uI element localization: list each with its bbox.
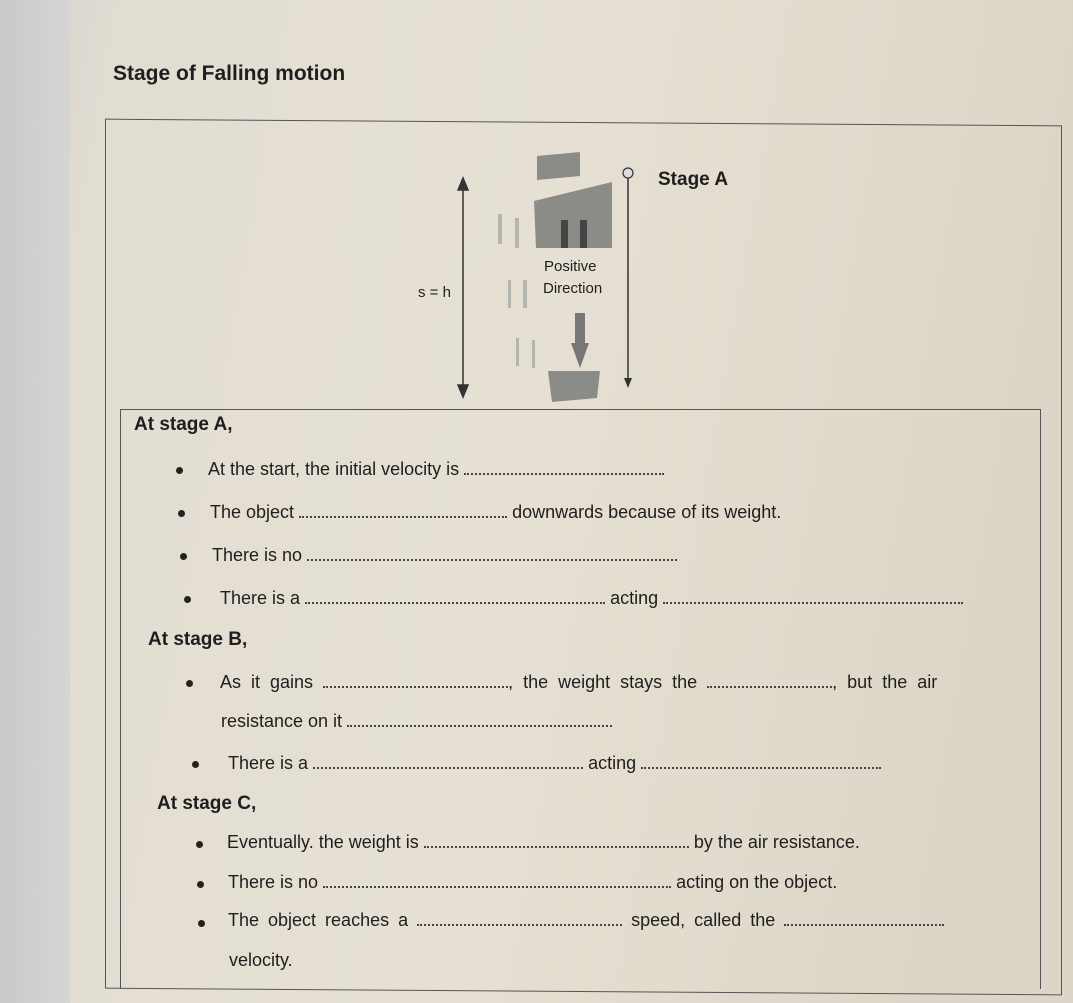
text: There is no [212, 545, 303, 565]
blank[interactable] [299, 502, 507, 518]
stage-c-item-2 [228, 872, 837, 893]
text: There is no [228, 872, 319, 892]
building-icon [534, 152, 612, 402]
blank[interactable] [663, 588, 963, 604]
stage-a-heading: At stage A, [134, 414, 233, 435]
direction-label-2: Direction [543, 280, 603, 297]
bullet [178, 510, 185, 517]
text: , the weight stays the [508, 672, 698, 692]
blank[interactable] [464, 459, 664, 475]
blank[interactable] [313, 753, 583, 769]
bullet [184, 596, 191, 603]
bullet [196, 841, 203, 848]
stage-b-heading: At stage B, [148, 629, 248, 650]
text: There is a [228, 753, 309, 773]
direction-label-1: Positive [544, 258, 597, 275]
bullet [180, 553, 187, 560]
blank[interactable] [307, 545, 677, 561]
blank[interactable] [347, 711, 612, 727]
stage-b-item-1-cont [221, 711, 612, 732]
stage-c-item-3 [228, 910, 944, 931]
text: As it gains [220, 672, 314, 692]
stage-a-label: Stage A [658, 169, 729, 190]
stage-b-item-1 [220, 672, 937, 693]
stage-b-item-2 [228, 753, 881, 774]
motion-lines [498, 214, 535, 368]
height-arrow [458, 178, 468, 397]
bullet [192, 761, 199, 768]
text: At the start, the initial velocity is [208, 459, 460, 479]
text: by the air resistance. [693, 832, 860, 852]
blank[interactable] [323, 672, 508, 688]
stage-a-item-2 [210, 502, 781, 523]
blank[interactable] [417, 910, 622, 926]
page-title: Stage of Falling motion [113, 62, 346, 85]
blank[interactable] [641, 753, 881, 769]
blank[interactable] [323, 872, 671, 888]
left-border [120, 409, 121, 989]
text: speed, called the [631, 910, 776, 930]
text: downwards because of its weight. [512, 502, 782, 522]
blank[interactable] [707, 672, 832, 688]
text: acting [588, 753, 637, 773]
text: , but the air [832, 672, 938, 692]
down-arrow-icon [571, 313, 589, 368]
stage-c-item-3-cont: velocity. [229, 950, 293, 970]
text: resistance on it [221, 711, 343, 731]
height-label: s = h [418, 284, 451, 301]
bullet [176, 467, 183, 474]
stage-a-item-1 [208, 459, 664, 480]
right-border [1040, 409, 1041, 989]
text: The object [210, 502, 295, 522]
bullet [186, 680, 193, 687]
stage-a-item-3 [212, 545, 677, 566]
stage-a-item-4 [220, 588, 963, 609]
text: acting on the object. [676, 872, 838, 892]
text: acting [610, 588, 659, 608]
text: There is a [220, 588, 301, 608]
blank[interactable] [305, 588, 605, 604]
stage-c-heading: At stage C, [157, 793, 257, 814]
text: Eventually. the weight is [227, 832, 419, 852]
text: The object reaches a [228, 910, 409, 930]
stage-c-item-1 [227, 832, 860, 853]
blank[interactable] [784, 910, 944, 926]
page-edge-shadow [0, 0, 70, 1003]
ball-path [623, 168, 633, 388]
bullet [198, 920, 205, 927]
blank[interactable] [424, 832, 689, 848]
bullet [197, 881, 204, 888]
